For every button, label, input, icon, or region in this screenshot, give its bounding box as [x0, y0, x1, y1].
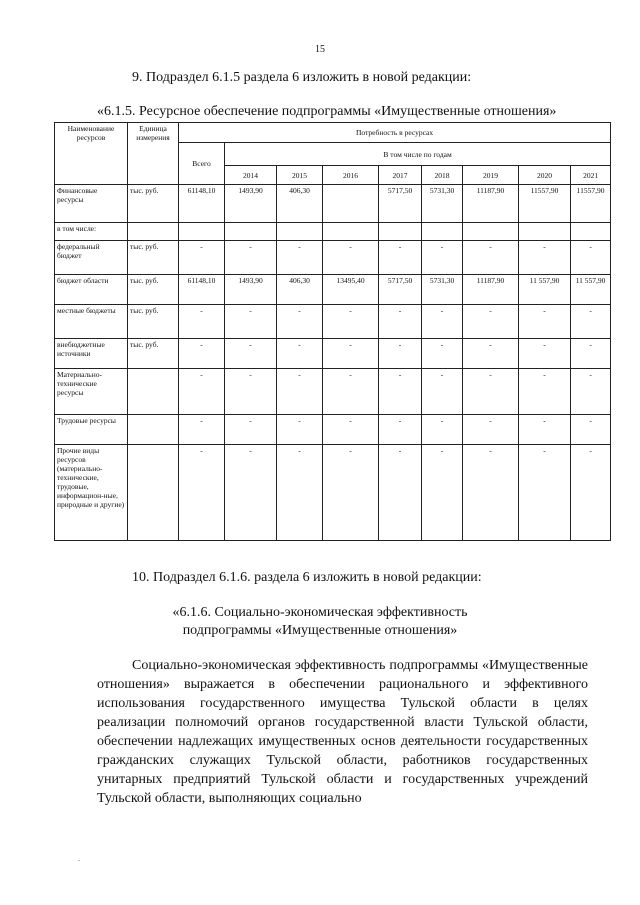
header-year: 2015	[277, 166, 323, 185]
row-value: -	[277, 445, 323, 541]
page-number: 15	[315, 44, 325, 55]
row-name: Трудовые ресурсы	[55, 415, 128, 445]
row-unit: тыс. руб.	[128, 275, 179, 305]
header-year: 2020	[519, 166, 571, 185]
header-year: 2017	[379, 166, 422, 185]
table-row	[55, 339, 611, 369]
row-total: -	[179, 305, 225, 339]
row-value: -	[519, 445, 571, 541]
row-value	[277, 223, 323, 241]
header-year: 2021	[571, 166, 611, 185]
row-total: -	[179, 415, 225, 445]
row-value: 11557,90	[571, 185, 611, 223]
row-total	[179, 223, 225, 241]
row-value: -	[379, 445, 422, 541]
row-value: -	[225, 339, 277, 369]
table-row	[55, 223, 611, 241]
row-value: -	[225, 415, 277, 445]
row-value: -	[323, 369, 379, 415]
row-total: 61148,10	[179, 275, 225, 305]
row-value: -	[277, 339, 323, 369]
row-value: -	[323, 445, 379, 541]
header-total: Всего	[179, 143, 225, 185]
table-row	[55, 185, 611, 223]
row-value: -	[571, 369, 611, 415]
row-value: 406,30	[277, 275, 323, 305]
row-value: 5731,30	[422, 185, 463, 223]
row-value: -	[519, 415, 571, 445]
row-value: -	[225, 241, 277, 275]
table-row	[55, 275, 611, 305]
header-by-years: В том числе по годам	[225, 143, 611, 166]
row-value: -	[463, 305, 519, 339]
row-value: -	[463, 339, 519, 369]
row-value	[323, 223, 379, 241]
row-value	[519, 223, 571, 241]
row-value: -	[277, 369, 323, 415]
row-value: 406,30	[277, 185, 323, 223]
row-value: -	[571, 305, 611, 339]
row-value	[323, 185, 379, 223]
row-value: -	[422, 415, 463, 445]
row-value: -	[571, 415, 611, 445]
row-value: -	[225, 305, 277, 339]
header-year: 2019	[463, 166, 519, 185]
subsection-title-line1: «6.1.6. Социально-экономическая эффективность	[172, 605, 468, 620]
row-value: -	[519, 241, 571, 275]
row-value	[225, 223, 277, 241]
table-row	[55, 305, 611, 339]
row-value: -	[379, 241, 422, 275]
row-value: -	[323, 339, 379, 369]
row-value: -	[379, 369, 422, 415]
row-value: -	[323, 415, 379, 445]
row-value: -	[225, 445, 277, 541]
resource-table	[54, 122, 611, 541]
row-value: -	[571, 339, 611, 369]
row-value: -	[379, 339, 422, 369]
row-name: Прочие виды ресурсов (материально-технические, трудовые, информацион-ные, природные и другие)	[55, 445, 128, 541]
row-value: -	[422, 445, 463, 541]
row-total: -	[179, 339, 225, 369]
table-title: «6.1.5. Ресурсное обеспечение подпрограммы «Имущественные отношения»	[97, 104, 557, 119]
row-value: -	[571, 445, 611, 541]
row-value: -	[277, 241, 323, 275]
row-name: в том числе:	[55, 223, 128, 241]
row-value: 1493,90	[225, 275, 277, 305]
row-value: 5717,50	[379, 185, 422, 223]
row-value: -	[422, 241, 463, 275]
row-unit	[128, 445, 179, 541]
row-value: -	[225, 369, 277, 415]
row-value: 11 557,90	[519, 275, 571, 305]
row-value	[571, 223, 611, 241]
heading-item-9: 9. Подраздел 6.1.5 раздела 6 изложить в новой редакции:	[132, 70, 472, 85]
row-value: -	[571, 241, 611, 275]
row-value: 11557,90	[519, 185, 571, 223]
row-name: Финансовые ресурсы	[55, 185, 128, 223]
row-value: -	[379, 415, 422, 445]
table-row	[55, 415, 611, 445]
row-value: 11187,90	[463, 275, 519, 305]
row-unit	[128, 415, 179, 445]
subsection-title-line2: подпрограммы «Имущественные отношения»	[182, 623, 458, 638]
row-value: 13495,40	[323, 275, 379, 305]
row-name: местные бюджеты	[55, 305, 128, 339]
row-name: федеральный бюджет	[55, 241, 128, 275]
row-value: -	[519, 305, 571, 339]
row-value: -	[519, 339, 571, 369]
body-paragraph: Социально-экономическая эффективность подпрограммы «Имущественные отношения» выражается в обеспечении рационального и эффективного использования государственного имущества Тульской области в целях реализации полномочий органов государственной власти Тульской области, обеспечении надлежащих имущественных основ деятельности государственных гражданских служащих Тульской области, работников государственных унитарных предприятий Тульской области и государственных учреждений Тульской области, выполняющих социально	[97, 658, 588, 806]
row-value: -	[463, 415, 519, 445]
row-value: -	[323, 241, 379, 275]
row-value: 5731,30	[422, 275, 463, 305]
header-year: 2016	[323, 166, 379, 185]
row-value: -	[519, 369, 571, 415]
row-value: 1493,90	[225, 185, 277, 223]
row-name: Материально-технические ресурсы	[55, 369, 128, 415]
row-total: -	[179, 369, 225, 415]
row-value	[463, 223, 519, 241]
table-row	[55, 369, 611, 415]
header-name: Наименование ресурсов	[55, 123, 128, 185]
row-value: -	[463, 369, 519, 415]
header-need: Потребность в ресурсах	[179, 123, 611, 143]
row-unit: тыс. руб.	[128, 339, 179, 369]
header-unit: Единица измерения	[128, 123, 179, 185]
row-value: -	[277, 415, 323, 445]
row-unit: тыс. руб.	[128, 305, 179, 339]
row-value: -	[422, 369, 463, 415]
row-unit	[128, 223, 179, 241]
row-name: бюджет области	[55, 275, 128, 305]
header-year: 2014	[225, 166, 277, 185]
row-value: 5717,50	[379, 275, 422, 305]
row-value: -	[379, 305, 422, 339]
row-name: внебюджетные источники	[55, 339, 128, 369]
row-unit: тыс. руб.	[128, 185, 179, 223]
table-row	[55, 445, 611, 541]
page-mark: .	[78, 854, 80, 863]
row-value: 11 557,90	[571, 275, 611, 305]
row-unit: тыс. руб.	[128, 241, 179, 275]
row-total: 61148,10	[179, 185, 225, 223]
heading-item-10: 10. Подраздел 6.1.6. раздела 6 изложить в новой редакции:	[132, 570, 482, 585]
row-unit	[128, 369, 179, 415]
row-value: 11187,90	[463, 185, 519, 223]
table-row	[55, 241, 611, 275]
row-value: -	[463, 445, 519, 541]
row-value: -	[422, 305, 463, 339]
row-value: -	[463, 241, 519, 275]
row-total: -	[179, 445, 225, 541]
row-total: -	[179, 241, 225, 275]
row-value	[422, 223, 463, 241]
header-year: 2018	[422, 166, 463, 185]
row-value: -	[422, 339, 463, 369]
row-value: -	[277, 305, 323, 339]
row-value: -	[323, 305, 379, 339]
row-value	[379, 223, 422, 241]
